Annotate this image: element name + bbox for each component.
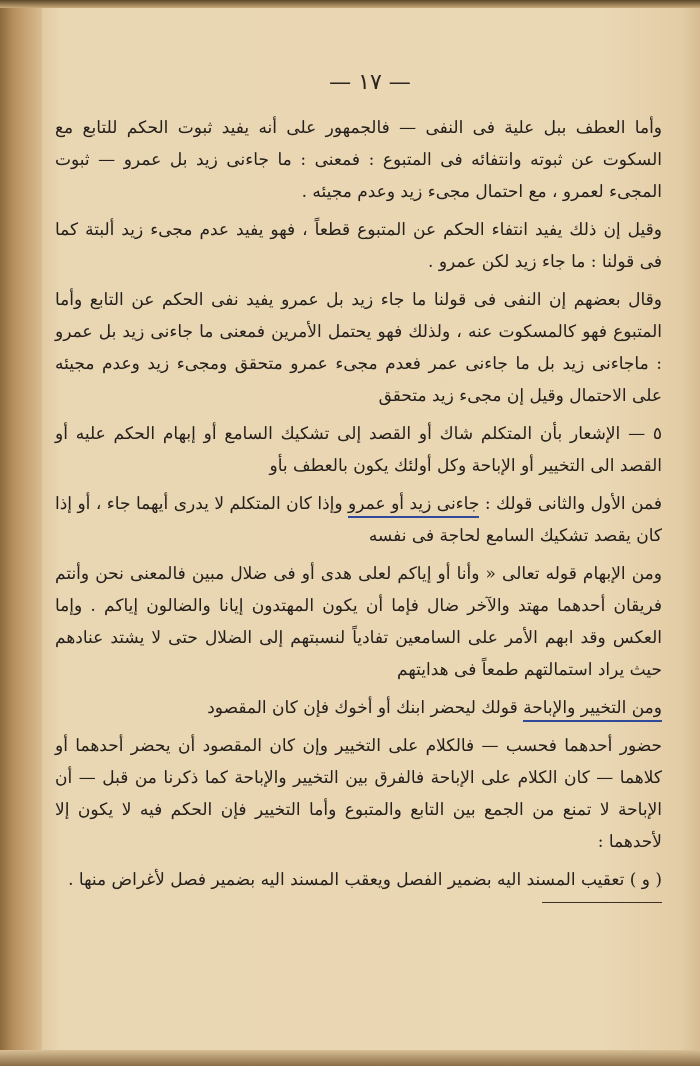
page-number: — ١٧ — [329,70,411,95]
book-spine [0,0,42,1066]
paragraph-2: وقيل إن ذلك يفيد انتفاء الحكم عن المتبوع قطعاً ، فهو يفيد عدم مجىء زيد ألبتة كما فى قولنا : ما جاء زيد لكن عمرو . [55,220,662,272]
paragraph-5: ومن الإبهام قوله تعالى « وأنا أو إياكم لعلى هدى أو فى ضلال مبين فالمعنى نحن وأنتم فريقان أحدهما مهتد والآخر ضال فإما أن يكون المهتدون إيانا والضالون إياكم . وإما العكس وقد ابهم الأمر على السامعين تفادياً لنسبتهم إلى الضلال حتى لا يشتد عنادهم حيث يراد استمالتهم طمعاً فى هدايتهم [55,564,662,680]
underlined-example: جاءنى زيد أو عمرو [348,494,479,518]
paragraph-4: ٥ — الإشعار بأن المتكلم شاك أو القصد إلى تشكيك السامع أو إبهام الحكم عليه أو القصد الى التخيير أو الإباحة وكل أولئك يكون بالعطف بأو [55,424,662,476]
paragraph-1: وأما العطف ببل علية فى النفى — فالجمهور على أنه يفيد ثبوت الحكم للتابع مع السكوت عن ثبوته وانتفائه فى المتبوع : فمعنى : ما جاءنى زيد بل عمرو — ثبوت المجىء لعمرو ، مع احتمال مجىء زيد وعدم مجيئه . [55,118,662,202]
paragraph-3: وقال بعضهم إن النفى فى قولنا ما جاء زيد بل عمرو يفيد نفى الحكم عن التابع وأما المتبوع فهو كالمسكوت عنه ، ولذلك فهو يحتمل الأمرين فمعنى ما جاءنى زيد بل عمرو : ماجاءنى زيد بل ما جاءنى عمر فعدم مجىء عمرو متحقق ومجىء زيد وعدم مجيئه على الاحتمال وقيل إن مجىء زيد متحقق [55,290,662,406]
example-suffix: وإذا كان المتكلم لا يدرى أيهما جاء ، أو إذا كان يقصد تشكيك السامع لحاجة فى نفسه [55,494,662,546]
paragraph-6: حضور أحدهما فحسب — فالكلام على التخيير وإن كان المقصود أن يحضر أحدهما أو كلاهما — كان الكلام على الإباحة فالفرق بين التخيير والإباحة كما ذكرنا من قبل — أن الإباحة لا تمنع من الجمع بين التابع والمتبوع وأما التخيير فإن الحكم فيه لا يكون إلا لأحدهما : [55,736,662,852]
choice-suffix: قولك ليحضر ابنك أو أخوك فإن كان المقصود [207,698,524,718]
example-prefix: فمن الأول والثانى قولك : [479,494,663,514]
paragraph-7: ( و ) تعقيب المسند اليه بضمير الفصل ويعقب المسند اليه بضمير فصل لأغراض منها . [68,870,662,890]
page-body [55,112,662,903]
page-bottom-edge [0,1050,700,1066]
paragraph-choice-start [55,692,662,724]
paragraph-example [55,488,662,552]
underlined-choice: ومن التخيير والإباحة [523,698,662,722]
closing-rule [542,902,662,903]
page-top-edge [0,0,700,8]
